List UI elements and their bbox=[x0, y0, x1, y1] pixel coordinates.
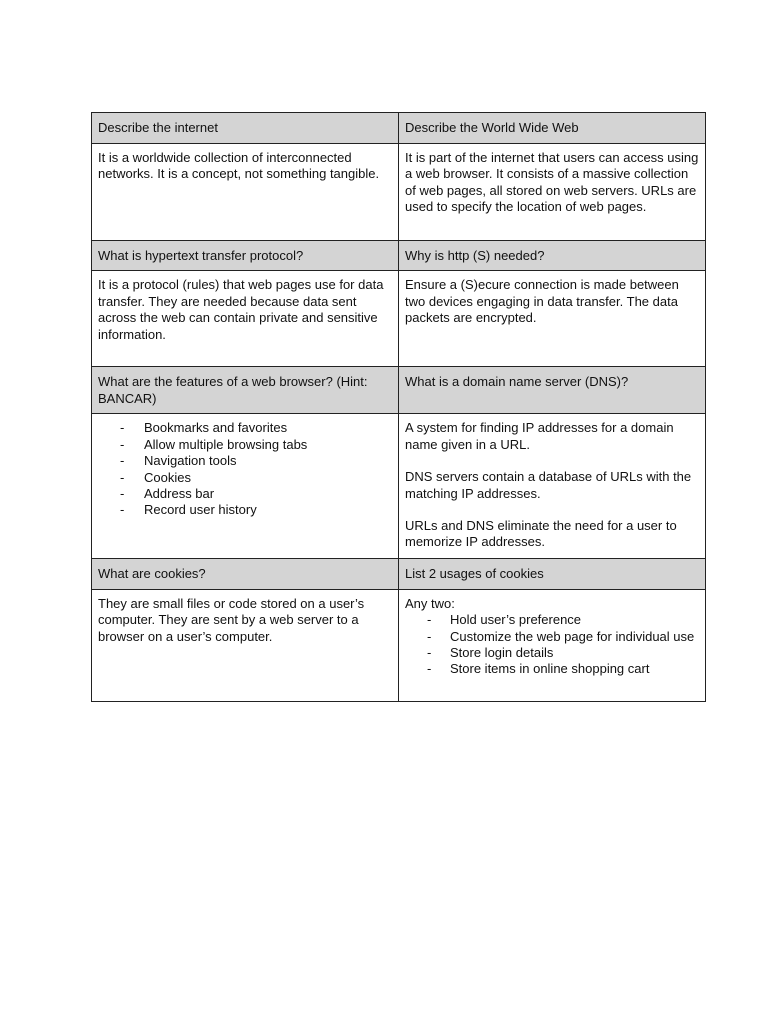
paragraph-gap bbox=[405, 502, 699, 518]
list-item bbox=[405, 629, 699, 645]
answer-text: It is a protocol (rules) that web pages use for data transfer. They are needed because data sent across the web can contain private and sensitive information. bbox=[98, 277, 384, 342]
list-item bbox=[405, 612, 699, 628]
answer-cell bbox=[399, 144, 706, 241]
answer-cell bbox=[399, 271, 706, 367]
answer-row bbox=[92, 589, 706, 701]
dash-bullet: - bbox=[120, 453, 125, 469]
answer-row bbox=[92, 414, 706, 559]
answer-cell bbox=[92, 144, 399, 241]
list-item bbox=[405, 661, 699, 677]
answer-cell bbox=[92, 271, 399, 367]
list-item-text: Record user history bbox=[144, 502, 257, 518]
dash-bullet: - bbox=[427, 612, 432, 628]
list-item-text: Customize the web page for individual use bbox=[450, 628, 695, 644]
answer-cell bbox=[92, 414, 399, 559]
answer-text: It is part of the internet that users can access using a web browser. It consists of a massive collection of web pages, all stored on web servers. URLs are used to specify the location of web pages. bbox=[405, 150, 699, 215]
list-item-text: Allow multiple browsing tabs bbox=[144, 436, 308, 452]
answer-row bbox=[92, 271, 706, 367]
usage-list bbox=[405, 612, 699, 678]
answer-text: It is a worldwide collection of interconnected networks. It is a concept, not something tangible. bbox=[98, 150, 380, 182]
answer-text: Ensure a (S)ecure connection is made between two devices engaging in data transfer. The data packets are encrypted. bbox=[405, 277, 679, 326]
question-row bbox=[92, 559, 706, 589]
list-item bbox=[98, 420, 392, 436]
list-item-text: Hold user’s preference bbox=[450, 612, 582, 628]
question-cell: What are cookies? bbox=[92, 559, 399, 589]
answer-row bbox=[92, 144, 706, 241]
question-cell: List 2 usages of cookies bbox=[399, 559, 706, 589]
answer-cell bbox=[399, 589, 706, 701]
paragraph-gap bbox=[405, 453, 699, 469]
list-item-text: Store login details bbox=[450, 645, 554, 661]
answer-text: They are small files or code stored on a user’s computer. They are sent by a web server to a browser on a user’s computer. bbox=[98, 595, 365, 644]
list-item-text: Cookies bbox=[144, 469, 191, 485]
answer-text: DNS servers contain a database of URLs with the matching IP addresses. bbox=[405, 469, 692, 501]
answer-cell bbox=[399, 414, 706, 559]
answer-text: URLs and DNS eliminate the need for a user to memorize IP addresses. bbox=[405, 518, 677, 550]
dash-bullet: - bbox=[427, 661, 432, 677]
list-item-text: Address bar bbox=[144, 486, 215, 502]
list-item-text: Navigation tools bbox=[144, 453, 237, 469]
question-cell: Describe the internet bbox=[92, 113, 399, 144]
dash-bullet: - bbox=[427, 628, 432, 644]
dash-bullet: - bbox=[120, 502, 125, 518]
question-row bbox=[92, 241, 706, 271]
list-item bbox=[98, 486, 392, 502]
question-cell: What are the features of a web browser? (Hint: BANCAR) bbox=[92, 367, 399, 414]
qa-table bbox=[91, 112, 706, 702]
dash-bullet: - bbox=[120, 420, 125, 436]
dash-bullet: - bbox=[427, 645, 432, 661]
answer-text: A system for finding IP addresses for a domain name given in a URL. bbox=[405, 420, 674, 452]
list-item bbox=[98, 437, 392, 453]
question-row bbox=[92, 113, 706, 144]
list-item bbox=[98, 470, 392, 486]
list-item-text: Bookmarks and favorites bbox=[144, 420, 288, 436]
dash-bullet: - bbox=[120, 486, 125, 502]
dash-bullet: - bbox=[120, 436, 125, 452]
question-cell: What is hypertext transfer protocol? bbox=[92, 241, 399, 271]
list-item bbox=[405, 645, 699, 661]
list-item bbox=[98, 502, 392, 518]
list-item bbox=[98, 453, 392, 469]
answer-text: Any two: bbox=[405, 595, 455, 611]
question-cell: Why is http (S) needed? bbox=[399, 241, 706, 271]
feature-list bbox=[98, 420, 392, 518]
question-row bbox=[92, 367, 706, 414]
question-cell: What is a domain name server (DNS)? bbox=[399, 367, 706, 414]
answer-cell bbox=[92, 589, 399, 701]
question-cell: Describe the World Wide Web bbox=[399, 113, 706, 144]
dash-bullet: - bbox=[120, 469, 125, 485]
list-item-text: Store items in online shopping cart bbox=[450, 661, 650, 677]
